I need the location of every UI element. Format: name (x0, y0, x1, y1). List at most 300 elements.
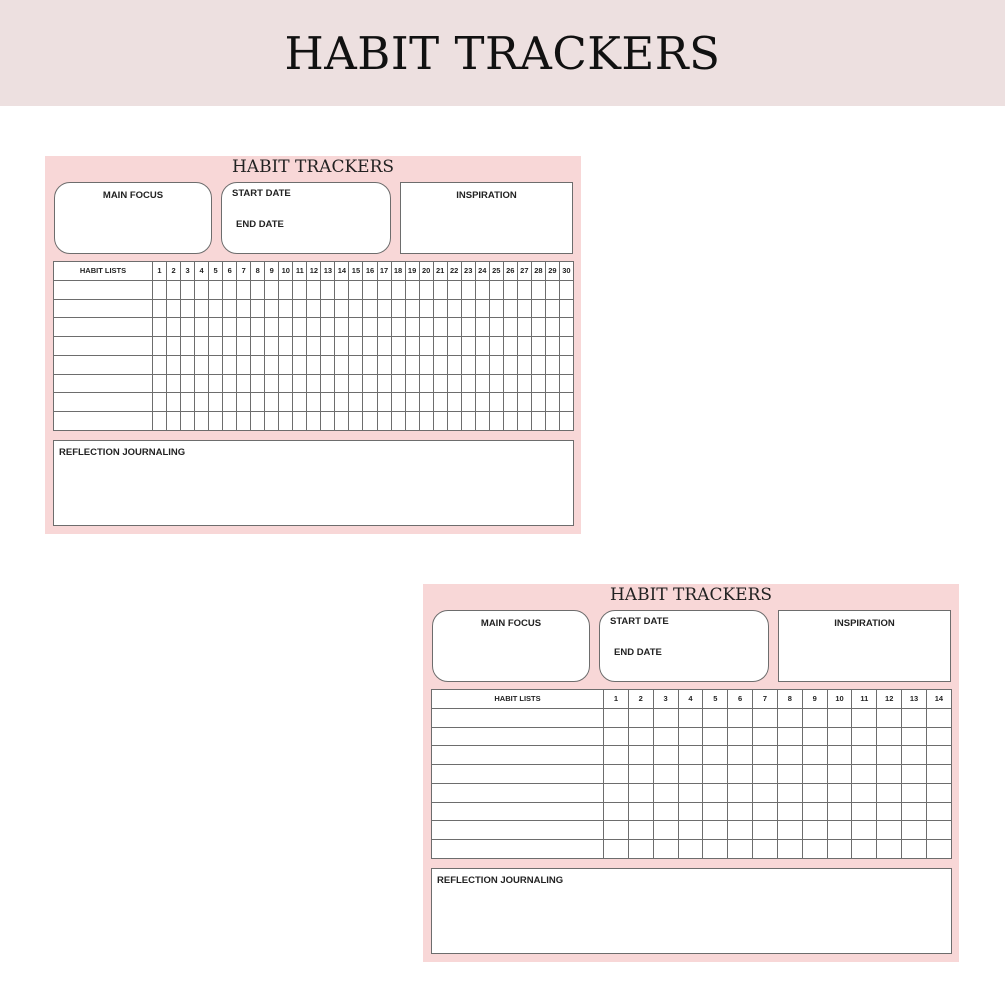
habit-check-cell[interactable] (517, 280, 531, 299)
habit-check-cell[interactable] (447, 280, 461, 299)
habit-check-cell[interactable] (223, 412, 237, 431)
habit-check-cell[interactable] (321, 355, 335, 374)
habit-check-cell[interactable] (559, 299, 573, 318)
habit-check-cell[interactable] (802, 746, 827, 765)
habit-check-cell[interactable] (209, 337, 223, 356)
habit-check-cell[interactable] (349, 280, 363, 299)
habit-check-cell[interactable] (926, 746, 951, 765)
habit-check-cell[interactable] (877, 746, 902, 765)
habit-check-cell[interactable] (753, 821, 778, 840)
habit-check-cell[interactable] (703, 727, 728, 746)
habit-check-cell[interactable] (167, 318, 181, 337)
habit-check-cell[interactable] (209, 393, 223, 412)
habit-check-cell[interactable] (461, 374, 475, 393)
habit-name-cell[interactable] (432, 783, 604, 802)
habit-check-cell[interactable] (405, 393, 419, 412)
habit-check-cell[interactable] (628, 821, 653, 840)
habit-check-cell[interactable] (728, 746, 753, 765)
habit-check-cell[interactable] (545, 318, 559, 337)
habit-check-cell[interactable] (335, 280, 349, 299)
habit-check-cell[interactable] (349, 412, 363, 431)
habit-check-cell[interactable] (279, 318, 293, 337)
habit-check-cell[interactable] (559, 355, 573, 374)
habit-check-cell[interactable] (753, 783, 778, 802)
habit-check-cell[interactable] (475, 337, 489, 356)
habit-check-cell[interactable] (777, 821, 802, 840)
habit-check-cell[interactable] (419, 318, 433, 337)
habit-check-cell[interactable] (753, 765, 778, 784)
habit-check-cell[interactable] (363, 318, 377, 337)
habit-check-cell[interactable] (433, 280, 447, 299)
habit-check-cell[interactable] (209, 374, 223, 393)
habit-name-cell[interactable] (54, 318, 153, 337)
habit-check-cell[interactable] (902, 802, 927, 821)
habit-check-cell[interactable] (877, 840, 902, 859)
habit-check-cell[interactable] (391, 318, 405, 337)
habit-check-cell[interactable] (265, 337, 279, 356)
habit-check-cell[interactable] (223, 355, 237, 374)
habit-check-cell[interactable] (531, 412, 545, 431)
habit-check-cell[interactable] (728, 708, 753, 727)
habit-check-cell[interactable] (279, 337, 293, 356)
habit-check-cell[interactable] (321, 337, 335, 356)
habit-check-cell[interactable] (363, 280, 377, 299)
habit-check-cell[interactable] (531, 280, 545, 299)
habit-check-cell[interactable] (321, 280, 335, 299)
habit-check-cell[interactable] (167, 337, 181, 356)
habit-check-cell[interactable] (753, 840, 778, 859)
habit-name-cell[interactable] (432, 821, 604, 840)
habit-check-cell[interactable] (503, 337, 517, 356)
habit-check-cell[interactable] (777, 840, 802, 859)
habit-check-cell[interactable] (391, 374, 405, 393)
habit-check-cell[interactable] (279, 374, 293, 393)
habit-check-cell[interactable] (433, 393, 447, 412)
habit-check-cell[interactable] (653, 783, 678, 802)
habit-check-cell[interactable] (377, 393, 391, 412)
habit-check-cell[interactable] (926, 783, 951, 802)
habit-check-cell[interactable] (489, 393, 503, 412)
habit-check-cell[interactable] (531, 393, 545, 412)
habit-check-cell[interactable] (223, 374, 237, 393)
habit-check-cell[interactable] (433, 299, 447, 318)
habit-check-cell[interactable] (678, 802, 703, 821)
habit-name-cell[interactable] (432, 802, 604, 821)
habit-check-cell[interactable] (153, 374, 167, 393)
habit-check-cell[interactable] (802, 783, 827, 802)
habit-check-cell[interactable] (419, 337, 433, 356)
habit-check-cell[interactable] (349, 393, 363, 412)
habit-check-cell[interactable] (251, 299, 265, 318)
habit-check-cell[interactable] (653, 821, 678, 840)
habit-check-cell[interactable] (307, 337, 321, 356)
habit-check-cell[interactable] (604, 765, 629, 784)
habit-name-cell[interactable] (54, 337, 153, 356)
habit-check-cell[interactable] (628, 746, 653, 765)
habit-check-cell[interactable] (852, 727, 877, 746)
habit-check-cell[interactable] (604, 821, 629, 840)
habit-check-cell[interactable] (293, 337, 307, 356)
habit-check-cell[interactable] (728, 765, 753, 784)
habit-check-cell[interactable] (321, 412, 335, 431)
habit-check-cell[interactable] (419, 412, 433, 431)
habit-check-cell[interactable] (489, 374, 503, 393)
habit-check-cell[interactable] (926, 821, 951, 840)
habit-check-cell[interactable] (293, 355, 307, 374)
habit-check-cell[interactable] (181, 374, 195, 393)
habit-check-cell[interactable] (475, 374, 489, 393)
habit-check-cell[interactable] (405, 374, 419, 393)
habit-check-cell[interactable] (517, 299, 531, 318)
habit-check-cell[interactable] (902, 765, 927, 784)
habit-check-cell[interactable] (349, 355, 363, 374)
habit-check-cell[interactable] (279, 355, 293, 374)
habit-check-cell[interactable] (391, 355, 405, 374)
habit-check-cell[interactable] (223, 280, 237, 299)
habit-check-cell[interactable] (531, 337, 545, 356)
habit-check-cell[interactable] (251, 337, 265, 356)
habit-check-cell[interactable] (153, 393, 167, 412)
habit-check-cell[interactable] (419, 299, 433, 318)
habit-check-cell[interactable] (545, 412, 559, 431)
habit-check-cell[interactable] (827, 708, 852, 727)
habit-check-cell[interactable] (628, 708, 653, 727)
habit-name-cell[interactable] (54, 299, 153, 318)
habit-check-cell[interactable] (852, 821, 877, 840)
habit-check-cell[interactable] (447, 393, 461, 412)
habit-check-cell[interactable] (251, 374, 265, 393)
habit-check-cell[interactable] (419, 280, 433, 299)
habit-check-cell[interactable] (405, 280, 419, 299)
habit-check-cell[interactable] (877, 708, 902, 727)
habit-check-cell[interactable] (195, 412, 209, 431)
habit-check-cell[interactable] (678, 765, 703, 784)
habit-check-cell[interactable] (475, 318, 489, 337)
habit-check-cell[interactable] (678, 727, 703, 746)
habit-check-cell[interactable] (349, 299, 363, 318)
habit-check-cell[interactable] (852, 840, 877, 859)
habit-check-cell[interactable] (802, 727, 827, 746)
habit-check-cell[interactable] (391, 280, 405, 299)
habit-check-cell[interactable] (237, 299, 251, 318)
habit-check-cell[interactable] (265, 318, 279, 337)
habit-check-cell[interactable] (307, 318, 321, 337)
habit-check-cell[interactable] (827, 840, 852, 859)
habit-check-cell[interactable] (628, 802, 653, 821)
habit-check-cell[interactable] (628, 765, 653, 784)
habit-check-cell[interactable] (653, 840, 678, 859)
main-focus-box[interactable] (54, 182, 212, 254)
habit-check-cell[interactable] (223, 393, 237, 412)
habit-check-cell[interactable] (489, 355, 503, 374)
habit-check-cell[interactable] (279, 412, 293, 431)
habit-check-cell[interactable] (237, 393, 251, 412)
reflection-box[interactable] (431, 868, 952, 954)
habit-check-cell[interactable] (503, 355, 517, 374)
habit-check-cell[interactable] (827, 727, 852, 746)
habit-check-cell[interactable] (363, 355, 377, 374)
habit-check-cell[interactable] (181, 299, 195, 318)
habit-check-cell[interactable] (802, 765, 827, 784)
habit-check-cell[interactable] (377, 318, 391, 337)
habit-name-cell[interactable] (54, 374, 153, 393)
habit-check-cell[interactable] (777, 746, 802, 765)
habit-name-cell[interactable] (54, 412, 153, 431)
habit-check-cell[interactable] (377, 337, 391, 356)
habit-check-cell[interactable] (678, 840, 703, 859)
habit-check-cell[interactable] (335, 412, 349, 431)
habit-check-cell[interactable] (195, 299, 209, 318)
habit-check-cell[interactable] (489, 412, 503, 431)
habit-check-cell[interactable] (653, 708, 678, 727)
habit-check-cell[interactable] (461, 318, 475, 337)
inspiration-box[interactable] (778, 610, 951, 682)
habit-check-cell[interactable] (517, 374, 531, 393)
habit-check-cell[interactable] (153, 412, 167, 431)
habit-name-cell[interactable] (432, 765, 604, 784)
habit-check-cell[interactable] (777, 708, 802, 727)
habit-check-cell[interactable] (653, 802, 678, 821)
habit-check-cell[interactable] (753, 727, 778, 746)
habit-check-cell[interactable] (503, 280, 517, 299)
habit-check-cell[interactable] (349, 318, 363, 337)
habit-check-cell[interactable] (827, 765, 852, 784)
habit-check-cell[interactable] (678, 821, 703, 840)
habit-check-cell[interactable] (307, 374, 321, 393)
habit-check-cell[interactable] (251, 393, 265, 412)
habit-check-cell[interactable] (777, 727, 802, 746)
habit-check-cell[interactable] (181, 318, 195, 337)
habit-check-cell[interactable] (405, 318, 419, 337)
habit-check-cell[interactable] (926, 727, 951, 746)
habit-check-cell[interactable] (678, 708, 703, 727)
habit-check-cell[interactable] (559, 337, 573, 356)
habit-check-cell[interactable] (531, 318, 545, 337)
habit-check-cell[interactable] (461, 412, 475, 431)
habit-check-cell[interactable] (653, 746, 678, 765)
habit-check-cell[interactable] (265, 374, 279, 393)
habit-check-cell[interactable] (628, 727, 653, 746)
habit-check-cell[interactable] (167, 299, 181, 318)
habit-check-cell[interactable] (167, 412, 181, 431)
habit-check-cell[interactable] (209, 355, 223, 374)
habit-check-cell[interactable] (628, 783, 653, 802)
habit-check-cell[interactable] (475, 393, 489, 412)
habit-check-cell[interactable] (852, 746, 877, 765)
reflection-box[interactable] (53, 440, 574, 526)
habit-check-cell[interactable] (265, 393, 279, 412)
habit-check-cell[interactable] (293, 374, 307, 393)
habit-check-cell[interactable] (349, 374, 363, 393)
habit-check-cell[interactable] (349, 337, 363, 356)
habit-check-cell[interactable] (559, 393, 573, 412)
habit-check-cell[interactable] (827, 783, 852, 802)
habit-check-cell[interactable] (335, 337, 349, 356)
habit-check-cell[interactable] (902, 727, 927, 746)
habit-check-cell[interactable] (433, 374, 447, 393)
habit-check-cell[interactable] (391, 412, 405, 431)
habit-check-cell[interactable] (195, 374, 209, 393)
habit-check-cell[interactable] (447, 374, 461, 393)
habit-check-cell[interactable] (545, 393, 559, 412)
habit-check-cell[interactable] (279, 299, 293, 318)
habit-check-cell[interactable] (307, 393, 321, 412)
habit-check-cell[interactable] (827, 746, 852, 765)
habit-check-cell[interactable] (237, 374, 251, 393)
habit-check-cell[interactable] (461, 280, 475, 299)
habit-check-cell[interactable] (237, 318, 251, 337)
inspiration-box[interactable] (400, 182, 573, 254)
habit-check-cell[interactable] (728, 783, 753, 802)
habit-check-cell[interactable] (433, 412, 447, 431)
habit-check-cell[interactable] (926, 840, 951, 859)
habit-check-cell[interactable] (545, 355, 559, 374)
habit-check-cell[interactable] (531, 355, 545, 374)
habit-name-cell[interactable] (432, 708, 604, 727)
habit-check-cell[interactable] (209, 412, 223, 431)
habit-check-cell[interactable] (181, 355, 195, 374)
habit-check-cell[interactable] (279, 393, 293, 412)
habit-check-cell[interactable] (852, 765, 877, 784)
habit-check-cell[interactable] (703, 783, 728, 802)
habit-check-cell[interactable] (307, 412, 321, 431)
habit-check-cell[interactable] (604, 727, 629, 746)
habit-check-cell[interactable] (237, 412, 251, 431)
habit-check-cell[interactable] (237, 337, 251, 356)
habit-check-cell[interactable] (503, 374, 517, 393)
habit-check-cell[interactable] (489, 299, 503, 318)
habit-check-cell[interactable] (877, 802, 902, 821)
habit-check-cell[interactable] (461, 337, 475, 356)
habit-check-cell[interactable] (321, 393, 335, 412)
habit-check-cell[interactable] (391, 299, 405, 318)
habit-check-cell[interactable] (926, 708, 951, 727)
habit-check-cell[interactable] (653, 727, 678, 746)
habit-check-cell[interactable] (802, 840, 827, 859)
habit-check-cell[interactable] (777, 783, 802, 802)
habit-check-cell[interactable] (335, 318, 349, 337)
habit-check-cell[interactable] (902, 821, 927, 840)
habit-check-cell[interactable] (728, 727, 753, 746)
habit-check-cell[interactable] (433, 318, 447, 337)
habit-check-cell[interactable] (237, 355, 251, 374)
habit-check-cell[interactable] (167, 393, 181, 412)
habit-check-cell[interactable] (902, 708, 927, 727)
habit-check-cell[interactable] (475, 355, 489, 374)
habit-check-cell[interactable] (503, 412, 517, 431)
habit-check-cell[interactable] (753, 746, 778, 765)
habit-check-cell[interactable] (153, 318, 167, 337)
habit-check-cell[interactable] (489, 280, 503, 299)
habit-check-cell[interactable] (728, 802, 753, 821)
habit-check-cell[interactable] (703, 765, 728, 784)
habit-check-cell[interactable] (703, 840, 728, 859)
habit-name-cell[interactable] (54, 280, 153, 299)
habit-check-cell[interactable] (545, 299, 559, 318)
habit-check-cell[interactable] (604, 783, 629, 802)
habit-check-cell[interactable] (405, 337, 419, 356)
habit-check-cell[interactable] (604, 708, 629, 727)
habit-check-cell[interactable] (153, 337, 167, 356)
habit-check-cell[interactable] (195, 393, 209, 412)
habit-check-cell[interactable] (447, 337, 461, 356)
habit-check-cell[interactable] (517, 318, 531, 337)
habit-check-cell[interactable] (223, 337, 237, 356)
habit-check-cell[interactable] (447, 412, 461, 431)
habit-check-cell[interactable] (321, 318, 335, 337)
habit-check-cell[interactable] (447, 355, 461, 374)
habit-check-cell[interactable] (802, 821, 827, 840)
habit-check-cell[interactable] (293, 412, 307, 431)
habit-check-cell[interactable] (377, 412, 391, 431)
habit-check-cell[interactable] (391, 393, 405, 412)
habit-check-cell[interactable] (517, 412, 531, 431)
habit-check-cell[interactable] (377, 280, 391, 299)
habit-check-cell[interactable] (926, 765, 951, 784)
habit-check-cell[interactable] (391, 337, 405, 356)
habit-check-cell[interactable] (447, 318, 461, 337)
habit-check-cell[interactable] (628, 840, 653, 859)
habit-check-cell[interactable] (753, 802, 778, 821)
habit-check-cell[interactable] (321, 374, 335, 393)
habit-name-cell[interactable] (432, 727, 604, 746)
habit-check-cell[interactable] (559, 374, 573, 393)
habit-check-cell[interactable] (531, 374, 545, 393)
habit-check-cell[interactable] (223, 299, 237, 318)
habit-check-cell[interactable] (433, 337, 447, 356)
habit-check-cell[interactable] (703, 708, 728, 727)
habit-check-cell[interactable] (877, 821, 902, 840)
habit-check-cell[interactable] (251, 412, 265, 431)
habit-check-cell[interactable] (307, 299, 321, 318)
habit-check-cell[interactable] (265, 412, 279, 431)
habit-check-cell[interactable] (251, 280, 265, 299)
habit-check-cell[interactable] (195, 337, 209, 356)
habit-check-cell[interactable] (728, 821, 753, 840)
habit-check-cell[interactable] (461, 299, 475, 318)
habit-name-cell[interactable] (54, 393, 153, 412)
habit-check-cell[interactable] (678, 783, 703, 802)
habit-check-cell[interactable] (405, 355, 419, 374)
habit-check-cell[interactable] (335, 299, 349, 318)
habit-check-cell[interactable] (265, 299, 279, 318)
habit-check-cell[interactable] (753, 708, 778, 727)
habit-check-cell[interactable] (475, 280, 489, 299)
habit-check-cell[interactable] (461, 355, 475, 374)
habit-check-cell[interactable] (153, 355, 167, 374)
habit-check-cell[interactable] (419, 393, 433, 412)
habit-check-cell[interactable] (265, 280, 279, 299)
habit-check-cell[interactable] (251, 318, 265, 337)
habit-check-cell[interactable] (167, 355, 181, 374)
habit-check-cell[interactable] (877, 783, 902, 802)
dates-box[interactable] (599, 610, 769, 682)
habit-check-cell[interactable] (517, 355, 531, 374)
habit-check-cell[interactable] (321, 299, 335, 318)
habit-name-cell[interactable] (432, 840, 604, 859)
habit-check-cell[interactable] (503, 318, 517, 337)
habit-check-cell[interactable] (195, 280, 209, 299)
habit-check-cell[interactable] (517, 393, 531, 412)
habit-check-cell[interactable] (559, 412, 573, 431)
habit-check-cell[interactable] (335, 374, 349, 393)
habit-check-cell[interactable] (703, 821, 728, 840)
habit-check-cell[interactable] (293, 318, 307, 337)
habit-check-cell[interactable] (167, 374, 181, 393)
habit-check-cell[interactable] (503, 299, 517, 318)
habit-check-cell[interactable] (181, 337, 195, 356)
habit-check-cell[interactable] (335, 393, 349, 412)
